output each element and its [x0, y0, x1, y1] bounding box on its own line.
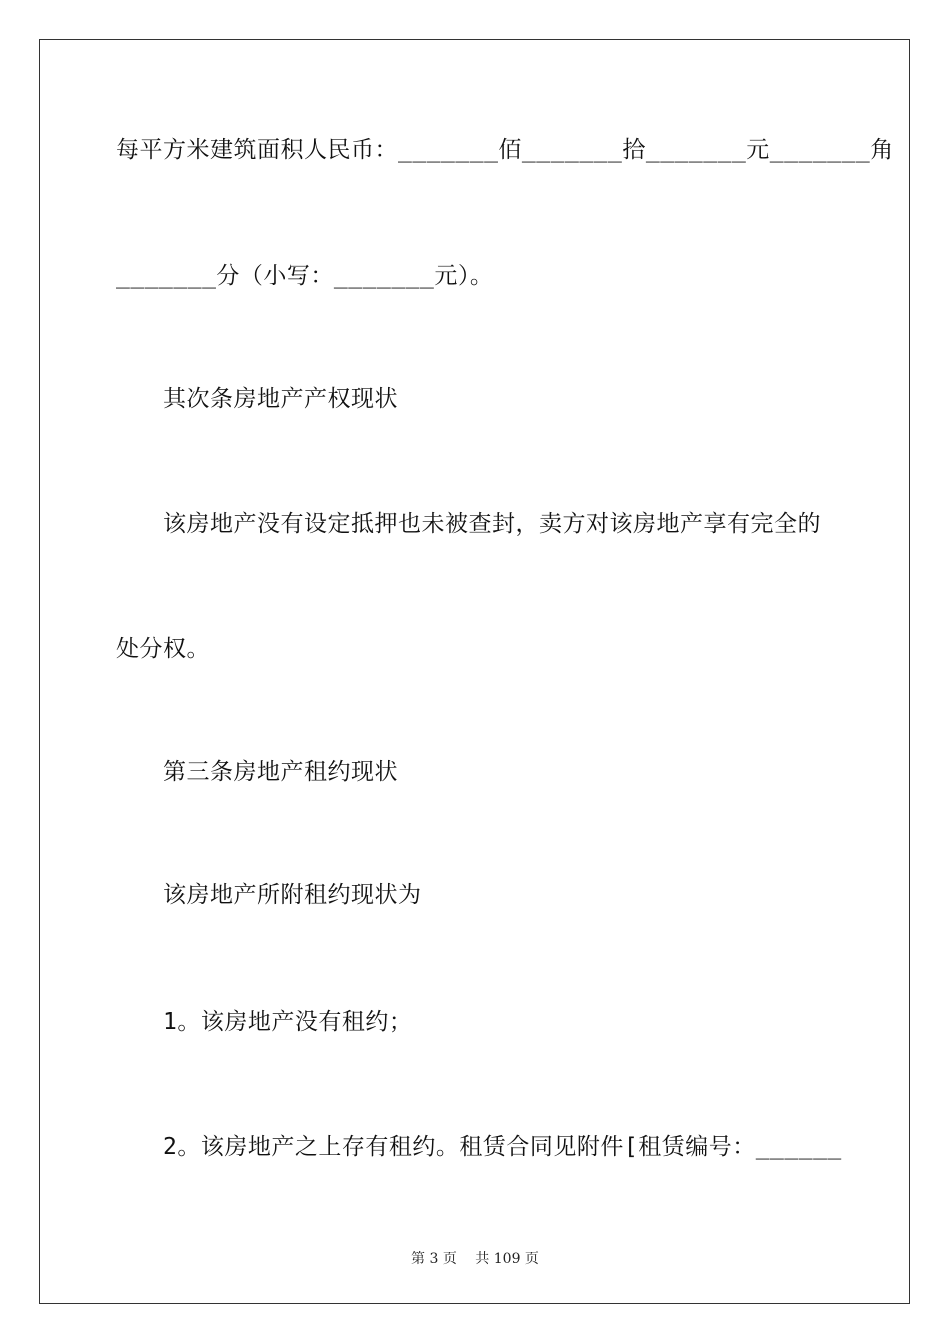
- list-item-lease-exists: 2。该房地产之上存有租约。租赁合同见附件[租赁编号：______: [163, 1134, 842, 1160]
- paragraph-ownership-continued: 处分权。: [116, 636, 210, 662]
- page-footer: 第 3 页 共 109 页: [411, 1251, 539, 1267]
- paragraph-ownership-status: 该房地产没有设定抵押也未被查封，卖方对该房地产享有完全的: [163, 511, 821, 537]
- section-heading-article-2: 其次条房地产产权现状: [163, 386, 398, 412]
- list-item-no-lease: 1。该房地产没有租约；: [163, 1009, 413, 1035]
- section-heading-article-3: 第三条房地产租约现状: [163, 759, 398, 785]
- paragraph-lease-status-intro: 该房地产所附租约现状为: [163, 882, 422, 908]
- paragraph-price-per-sqm: 每平方米建筑面积人民币：_______佰_______拾_______元_______角: [116, 137, 894, 163]
- page-border: [39, 39, 910, 1304]
- paragraph-price-continued: _______分（小写：_______元）。: [116, 263, 494, 289]
